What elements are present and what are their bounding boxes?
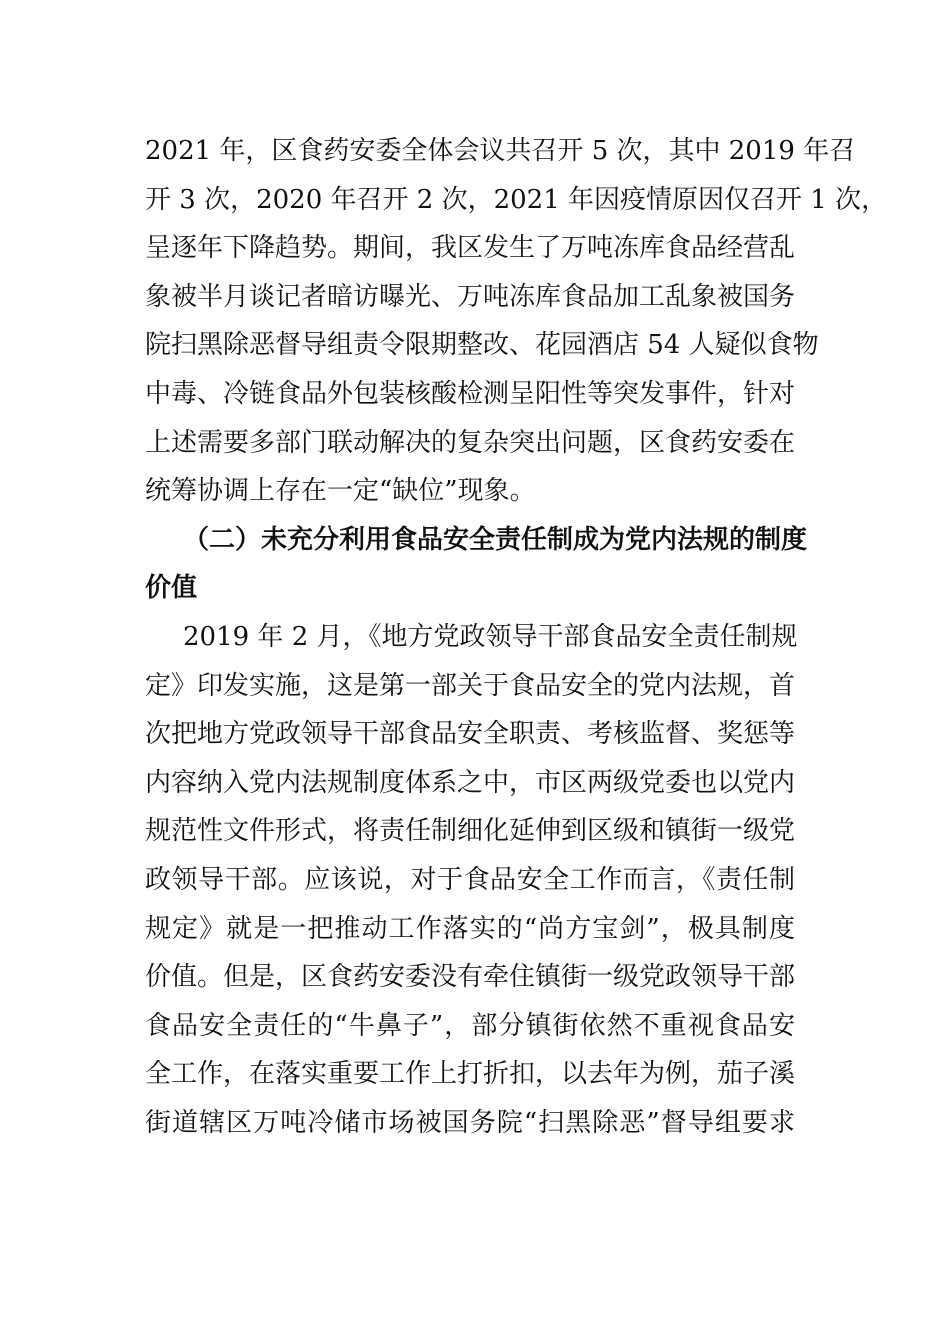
paragraph-1 [145, 127, 888, 516]
paragraph-2 [145, 613, 798, 1148]
text-line: 食品安全责任的“牛鼻子”，部分镇街依然不重视食品安 [145, 1010, 795, 1041]
text-line: 价值。但是，区食药安委没有牵住镇街一级党政领导干部 [145, 962, 796, 993]
text-line: 统筹协调上存在一定“缺位”现象。 [145, 476, 536, 507]
text-line: 呈逐年下降趋势。期间，我区发生了万吨冻库食品经营乱 [145, 233, 796, 264]
text-line: 2021 年，区食药安委全体会议共召开 5 次，其中 2019 年召 [145, 136, 856, 166]
heading-line: （二）未充分利用食品安全责任制成为党内法规的制度 [183, 524, 808, 555]
text-line: 院扫黑除恶督导组责令限期整改、花园酒店 54 人疑似食物 [145, 330, 819, 361]
text-line: 规范性文件形式，将责任制细化延伸到区级和镇街一级党 [145, 816, 796, 847]
text-line: 定》印发实施，这是第一部关于食品安全的党内法规，首 [145, 670, 796, 701]
text-line: 街道辖区万吨冷储市场被国务院“扫黑除恶”督导组要求 [145, 1107, 795, 1138]
text-line: 象被半月谈记者暗访曝光、万吨冻库食品加工乱象被国务 [145, 281, 796, 312]
text-line: 2019 年 2 月，《地方党政领导干部食品安全责任制规 [183, 621, 798, 652]
text-line: 上述需要多部门联动解决的复杂突出问题，区食药安委在 [145, 427, 796, 458]
text-line: 中毒、冷链食品外包装核酸检测呈阳性等突发事件，针对 [145, 378, 796, 409]
section-heading [145, 516, 808, 613]
text-line: 全工作，在落实重要工作上打折扣，以去年为例，茄子溪 [145, 1059, 796, 1090]
text-line: 开 3 次，2020 年召开 2 次，2021 年因疫情原因仅召开 1 次， [145, 184, 888, 215]
text-line: 内容纳入党内法规制度体系之中，市区两级党委也以党内 [145, 767, 796, 798]
text-line: 规定》就是一把推动工作落实的“尚方宝剑”，极具制度 [145, 913, 795, 944]
heading-line: 价值 [145, 573, 198, 604]
text-line: 次把地方党政领导干部食品安全职责、考核监督、奖惩等 [145, 719, 796, 750]
text-line: 政领导干部。应该说，对于食品安全工作而言，《责任制 [145, 864, 795, 895]
document-body [145, 127, 888, 1147]
